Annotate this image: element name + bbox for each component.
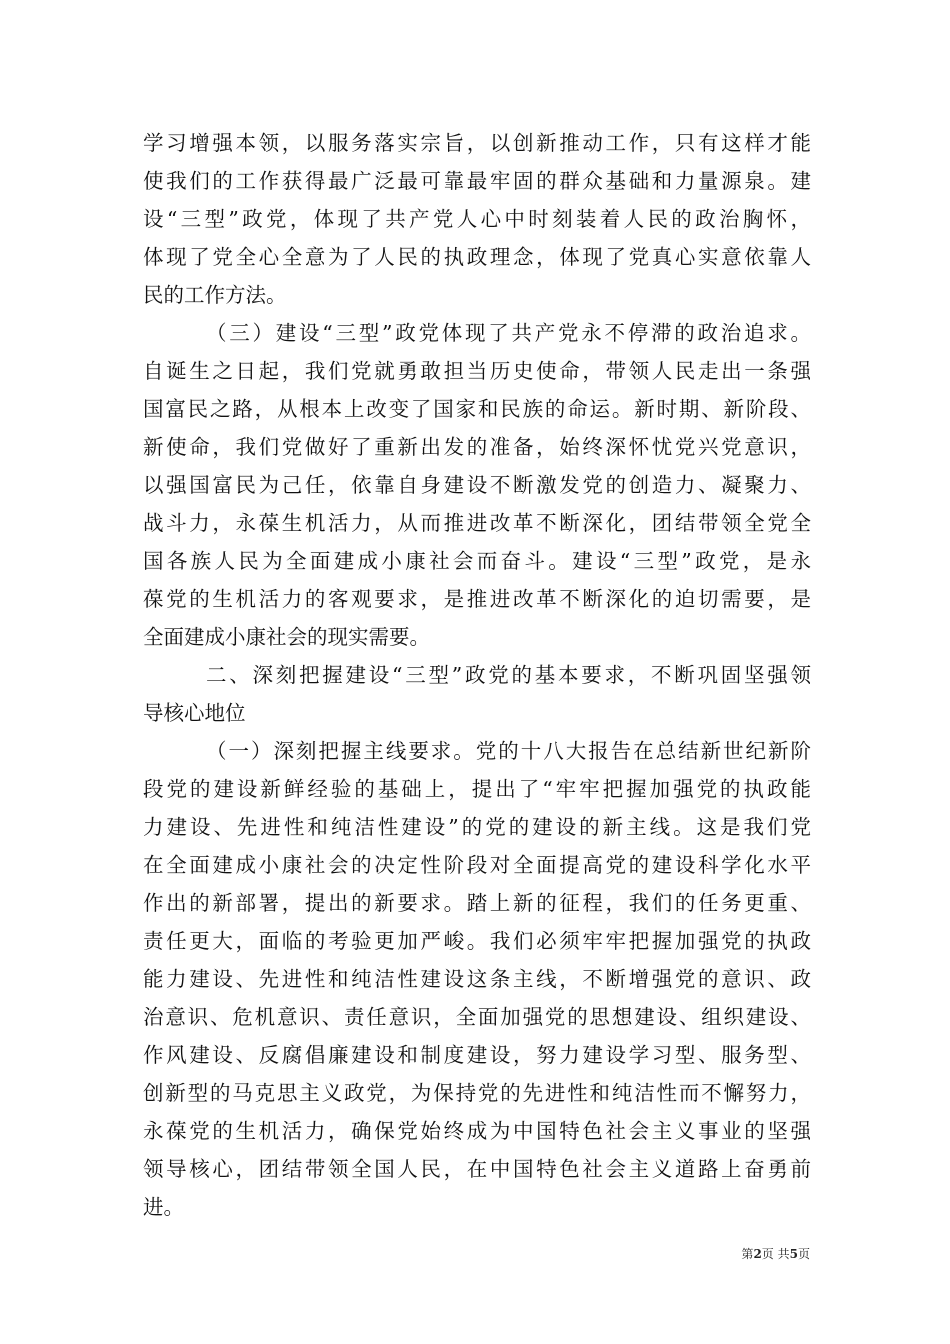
paragraph [143,732,811,1226]
text-line: 治意识、危机意识、责任意识，全面加强党的思想建设、组织建设、 [143,1005,811,1029]
text-line: 能力建设、先进性和纯洁性建设这条主线，不断增强党的意识、政 [143,967,811,991]
text-line: 以强国富民为己任，依靠自身建设不断激发党的创造力、凝聚力、 [143,473,811,497]
footer-suffix: 页 [797,1247,810,1261]
text-line: 责任更大，面临的考验更加严峻。我们必须牢牢把握加强党的执政 [143,929,811,953]
text-line: 作风建设、反腐倡廉建设和制度建设，努力建设学习型、服务型、 [143,1043,811,1067]
text-line: 进。 [143,1195,184,1219]
section-heading [143,656,811,732]
footer-middle: 页 共 [761,1247,790,1261]
text-line: 创新型的马克思主义政党，为保持党的先进性和纯洁性而不懈努力， [143,1081,811,1105]
text-line: 设“三型”政党，体现了共产党人心中时刻装着人民的政治胸怀， [143,207,811,231]
current-page-number: 2 [753,1247,762,1261]
text-line: 导核心地位 [143,701,246,725]
text-line: （一）深刻把握主线要求。党的十八大报告在总结新世纪新阶 [206,739,811,763]
text-line: 全面建成小康社会的现实需要。 [143,625,430,649]
text-line: 力建设、先进性和纯洁性建设”的党的建设的新主线。这是我们党 [143,815,811,839]
paragraph [143,314,811,656]
text-line: 使我们的工作获得最广泛最可靠最牢固的群众基础和力量源泉。建 [143,169,811,193]
text-line: 在全面建成小康社会的决定性阶段对全面提高党的建设科学化水平 [143,853,811,877]
footer-prefix: 第 [741,1247,754,1261]
text-line: 学习增强本领，以服务落实宗旨，以创新推动工作，只有这样才能 [143,131,811,155]
paragraph [143,124,811,314]
text-line: 国富民之路，从根本上改变了国家和民族的命运。新时期、新阶段、 [143,397,811,421]
text-line: 段党的建设新鲜经验的基础上，提出了“牢牢把握加强党的执政能 [143,777,811,801]
text-line: 领导核心，团结带领全国人民，在中国特色社会主义道路上奋勇前 [143,1157,811,1181]
text-line: 新使命，我们党做好了重新出发的准备，始终深怀忧党兴党意识， [143,435,811,459]
text-line: 体现了党全心全意为了人民的执政理念，体现了党真心实意依靠人 [143,245,811,269]
text-line: （三）建设“三型”政党体现了共产党永不停滞的政治追求。 [206,321,811,345]
text-line: 作出的新部署，提出的新要求。踏上新的征程，我们的任务更重、 [143,891,811,915]
document-body [143,124,811,1226]
text-line: 永葆党的生机活力，确保党始终成为中国特色社会主义事业的坚强 [143,1119,811,1143]
text-line: 国各族人民为全面建成小康社会而奋斗。建设“三型”政党，是永 [143,549,811,573]
text-line: 葆党的生机活力的客观要求，是推进改革不断深化的迫切需要，是 [143,587,811,611]
text-line: 自诞生之日起，我们党就勇敢担当历史使命，带领人民走出一条强 [143,359,811,383]
total-page-number: 5 [789,1247,798,1261]
text-line: 二、深刻把握建设“三型”政党的基本要求，不断巩固坚强领 [206,663,811,687]
text-line: 战斗力，永葆生机活力，从而推进改革不断深化，团结带领全党全 [143,511,811,535]
page-number-footer [700,1246,810,1262]
text-line: 民的工作方法。 [143,283,287,307]
